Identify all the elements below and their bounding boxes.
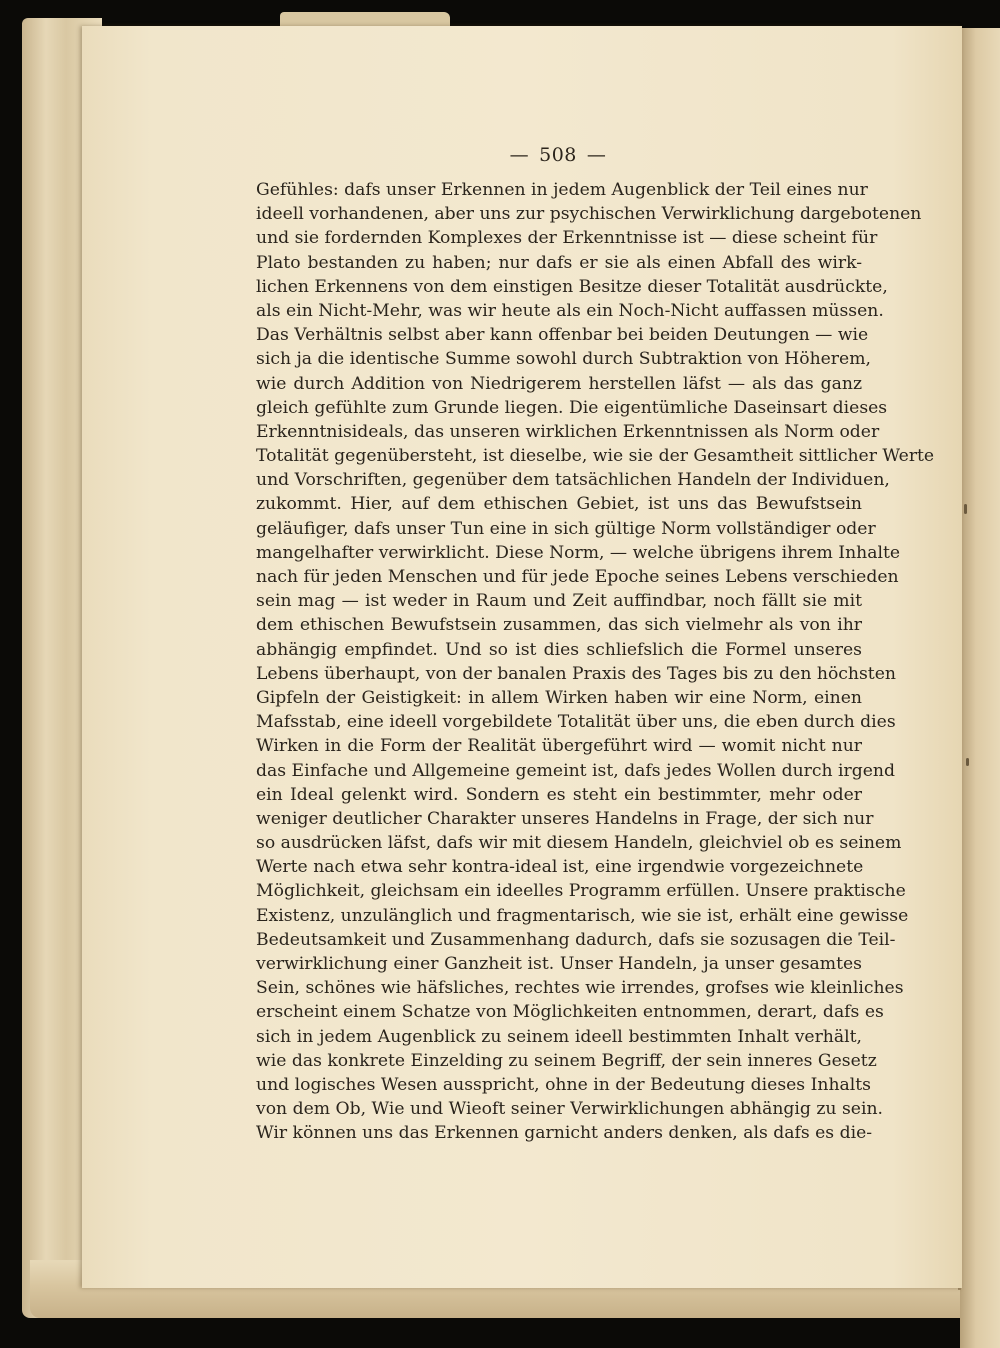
text-line: weniger deutlicher Charakter unseres Handelns in Frage, der sich nur (256, 808, 874, 829)
text-line: Wirken in die Form der Realität übergeführt wird — womit nicht nur (256, 736, 862, 757)
text-line: ein Ideal gelenkt wird. Sondern es steht ein bestimmter, mehr oder (256, 784, 862, 805)
text-line: mangelhafter verwirklicht. Diese Norm, — welche übrigens ihrem Inhalte (256, 542, 901, 563)
text-line: dem ethischen Bewufstsein zusammen, das sich vielmehr als von ihr (256, 615, 862, 636)
text-line: geläufiger, dafs unser Tun eine in sich gültige Norm vollständiger oder (256, 518, 876, 539)
facing-page-edge (960, 28, 1000, 1348)
text-line: Wir können uns das Erkennen garnicht anders denken, als dafs es die- (256, 1123, 873, 1144)
text-line: und logisches Wesen ausspricht, ohne in der Bedeutung dieses Inhalts (256, 1074, 871, 1095)
page-number-value: 508 (539, 144, 577, 166)
text-line: Sein, schönes wie häfsliches, rechtes wie irrendes, grofses wie kleinliches (256, 978, 904, 999)
margin-mark (964, 504, 967, 514)
text-line: Mafsstab, eine ideell vorgebildete Totalität über uns, die eben durch dies (256, 712, 896, 733)
text-line: abhängig empfindet. Und so ist dies schliefslich die Formel unseres (256, 639, 862, 660)
text-line: verwirklichung einer Ganzheit ist. Unser Handeln, ja unser gesamtes (256, 954, 862, 974)
page-number-dash-left: — (509, 144, 530, 166)
text-line: wie das konkrete Einzelding zu seinem Begriff, der sein inneres Gesetz (256, 1050, 877, 1071)
body-text (256, 178, 935, 1146)
page-number-dash-right: — (586, 144, 607, 166)
text-line: Möglichkeit, gleichsam ein ideelles Programm erfüllen. Unsere praktische (256, 881, 906, 902)
text-line: erscheint einem Schatze von Möglichkeiten entnommen, derart, dafs es (256, 1002, 884, 1023)
text-line: Gipfeln der Geistigkeit: in allem Wirken haben wir eine Norm, einen (256, 687, 862, 708)
text-line: Existenz, unzulänglich und fragmentarisch, wie sie ist, erhält eine gewisse (256, 905, 909, 926)
text-line: Plato bestanden zu haben; nur dafs er sie als einen Abfall des wirk- (256, 252, 862, 273)
text-line: sein mag — ist weder in Raum und Zeit auffindbar, noch fällt sie mit (256, 591, 862, 612)
text-line: von dem Ob, Wie und Wieoft seiner Verwirklichungen abhängig zu sein. (256, 1099, 883, 1120)
margin-mark (966, 758, 969, 766)
text-line: Totalität gegenübersteht, ist dieselbe, wie sie der Gesamtheit sittlicher Werte (256, 446, 935, 467)
text-line: gleich gefühlte zum Grunde liegen. Die eigentümliche Daseinsart dieses (256, 397, 888, 418)
text-line: lichen Erkennens von dem einstigen Besitze dieser Totalität ausdrückte, (256, 276, 888, 297)
text-line: Bedeutsamkeit und Zusammenhang dadurch, dafs sie sozusagen die Teil- (256, 929, 896, 950)
text-line: zukommt. Hier, auf dem ethischen Gebiet, ist uns das Bewufstsein (256, 494, 862, 515)
text-line: wie durch Addition von Niedrigerem herstellen läfst — als das ganz (256, 373, 862, 394)
text-line: Werte nach etwa sehr kontra-ideal ist, eine irgendwie vorgezeichnete (256, 857, 864, 878)
text-line: als ein Nicht-Mehr, was wir heute als ein Noch-Nicht auffassen müssen. (256, 300, 884, 321)
page-number (0, 144, 1000, 166)
text-line: das Einfache und Allgemeine gemeint ist, dafs jedes Wollen durch irgend (256, 760, 895, 781)
text-line: und sie fordernden Komplexes der Erkenntnisse ist — diese scheint für (256, 228, 878, 249)
text-line: Erkenntnisideals, das unseren wirklichen Erkenntnissen als Norm oder (256, 421, 880, 442)
text-line: Gefühles: dafs unser Erkennen in jedem Augenblick der Teil eines nur (256, 180, 868, 200)
text-line: ideell vorhandenen, aber uns zur psychischen Verwirklichung dargebotenen (256, 204, 922, 225)
text-line: sich ja die identische Summe sowohl durch Subtraktion von Höherem, (256, 349, 871, 370)
text-line: Lebens überhaupt, von der banalen Praxis des Tages bis zu den höchsten (256, 663, 896, 684)
text-line: nach für jeden Menschen und für jede Epoche seines Lebens verschieden (256, 567, 899, 587)
text-line: so ausdrücken läfst, dafs wir mit diesem Handeln, gleichviel ob es seinem (256, 833, 902, 854)
text-line: und Vorschriften, gegenüber dem tatsächlichen Handeln der Individuen, (256, 470, 890, 491)
text-line: sich in jedem Augenblick zu seinem ideell bestimmten Inhalt verhält, (256, 1026, 862, 1047)
text-line: Das Verhältnis selbst aber kann offenbar bei beiden Deutungen — wie (256, 325, 869, 346)
